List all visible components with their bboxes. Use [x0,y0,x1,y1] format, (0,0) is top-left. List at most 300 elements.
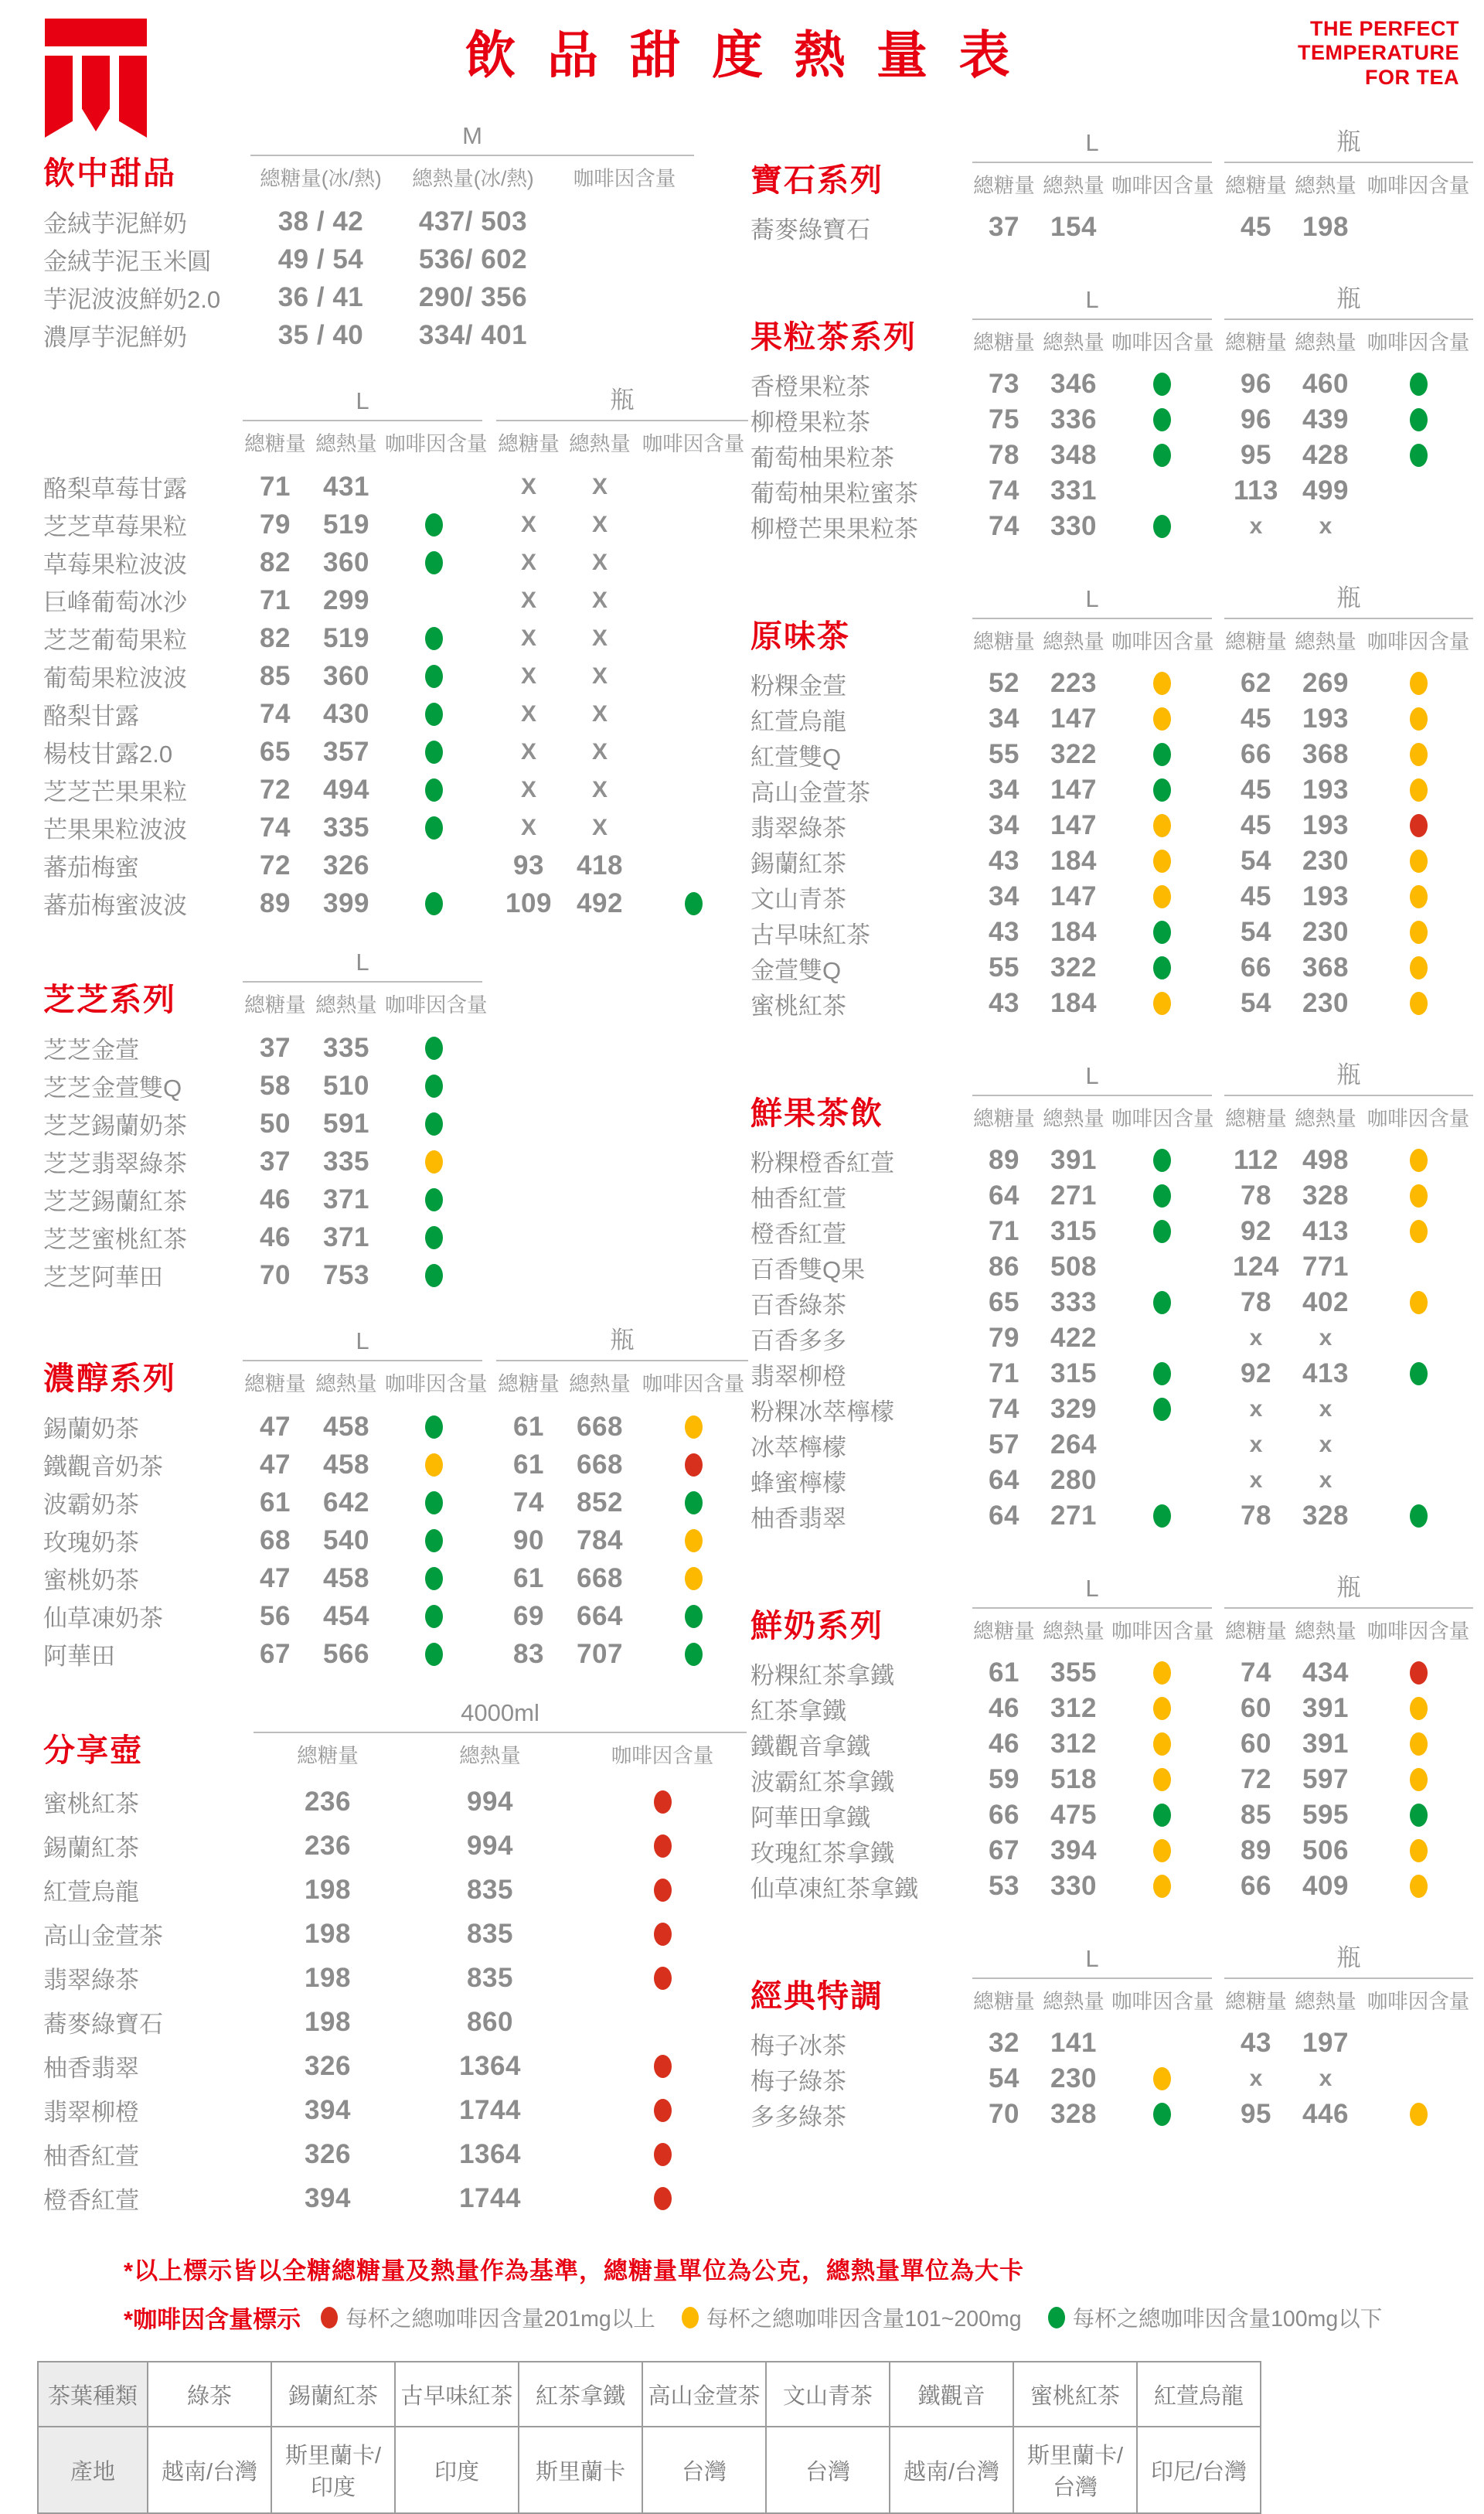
caffeine-dot-icon [1410,850,1428,873]
size-group-cells [1224,1800,1473,1831]
caffeine-dot-icon [425,665,443,688]
value-cell: 413 [1302,1216,1349,1246]
value-cell: 73 [989,369,1019,399]
caffeine-legend-items [321,2301,1408,2333]
menu-item-row [751,509,1473,544]
left-column [43,122,751,2247]
menu-item-row [751,915,1473,950]
size-group-cells [972,739,1212,770]
section-rows [751,210,1473,245]
value-cell: 78 [1241,1287,1271,1317]
size-group-cells [1224,1180,1473,1211]
value-cell: 55 [989,952,1019,983]
size-group-cells [250,320,694,351]
value-cell: 61 [513,1411,544,1442]
value-cell: 418 [577,850,623,881]
caffeine-dot-icon [425,1605,443,1628]
value-cell: 230 [1302,917,1349,947]
value-cell: 46 [989,1729,1019,1759]
caffeine-dot-icon [1410,814,1428,837]
value-cell: 68 [260,1524,291,1555]
size-group-cells [254,2183,747,2214]
value-cell: 71 [260,584,291,615]
value-cell: 784 [577,1524,623,1555]
size-group-cells [254,1963,747,1994]
section-title [43,455,243,457]
column-headers [1224,163,1473,199]
menu-item-name: 錫蘭紅茶 [43,1834,139,1862]
column-headers [496,1361,748,1397]
menu-item-name: 柚香紅萱 [43,2143,139,2170]
size-group-cells [972,369,1212,400]
caffeine-dot-icon [1153,1362,1171,1385]
section-header [43,380,751,457]
value-cell: 357 [323,736,369,767]
slogan-line-1: THE PERFECT [1309,17,1459,40]
value-cell: 38 / 42 [277,206,364,237]
caffeine-dot-red [578,2055,747,2078]
column-header-label: 總熱量 [1295,1990,1356,2013]
size-label: L [356,949,369,976]
caffeine-dot-icon [654,1923,672,1946]
value-cell: 55 [989,739,1019,769]
caffeine-dot-icon [1410,992,1428,1015]
value-cell: 86 [989,1252,1019,1282]
size-group-cells [1224,2099,1473,2130]
caffeine-dot-icon [1153,2103,1171,2126]
size-group-cells [1224,1657,1473,1688]
menu-item-name: 阿華田 [43,1643,115,1670]
section-gem-series [751,122,1473,245]
caffeine-dot-yellow [1363,743,1473,766]
caffeine-dot-icon [1153,1804,1171,1827]
value-cell: 34 [989,810,1019,840]
size-label: L [1085,1575,1099,1602]
caffeine-dot-icon [1153,921,1171,944]
caffeine-dot-green [638,1491,748,1514]
not-available-mark: X [591,587,608,613]
caffeine-dot-icon [654,1834,672,1858]
section-header [751,1568,1473,1644]
origin-cell: 斯里蘭卡/台灣 [1013,2427,1137,2513]
menu-item-row [43,1868,751,1912]
size-group-cells [1224,2066,1473,2092]
menu-item-row [43,468,751,506]
value-cell: 1744 [459,2094,521,2125]
section-title: 分享壺 [43,1732,143,1768]
menu-item-name: 芝芝翡翠綠茶 [43,1150,187,1177]
size-label: 瓶 [1336,1574,1361,1601]
caffeine-dot-icon [425,741,443,764]
not-available-mark: X [520,587,536,613]
menu-item-name: 冰萃檸檬 [751,1433,846,1461]
menu-item-name: 芝芝草莓果粒 [43,513,187,540]
menu-item-name: 芝芝錫蘭紅茶 [43,1188,187,1215]
menu-item-name: 葡萄柚果粒茶 [751,444,894,472]
caffeine-dot-icon [1410,1661,1428,1685]
caffeine-dot-icon [425,1529,443,1552]
section-title: 濃醇系列 [43,1360,176,1396]
size-group-header [972,129,1212,199]
size-group-cells [1224,775,1473,806]
caffeine-dot-icon [1410,408,1428,431]
column-header-label: 總糖量 [1225,1107,1287,1130]
menu-item-row [43,1559,751,1597]
menu-item-row [43,506,751,543]
value-cell: 540 [323,1524,369,1555]
value-cell: 61 [513,1449,544,1480]
caffeine-dot-icon [654,2099,672,2122]
caffeine-dot-green [385,1112,482,1136]
size-group-cells [243,623,482,654]
size-label: M [462,122,482,149]
caffeine-dot-yellow [638,1567,748,1590]
size-group-cells [972,1871,1212,1902]
menu-item-name: 玫瑰奶茶 [43,1529,139,1556]
not-available-mark: x [1319,2066,1333,2091]
value-cell: 92 [1241,1358,1271,1388]
value-cell: 54 [1241,846,1271,876]
value-cell: 312 [1050,1729,1097,1759]
value-cell: 333 [1050,1287,1097,1317]
size-group-cells [1224,917,1473,948]
column-header-label: 總糖量 [973,1990,1035,2013]
column-header-label: 咖啡因含量 [1111,1107,1214,1130]
value-cell: 61 [513,1562,544,1593]
legend-dot-red-icon [321,2307,338,2328]
caffeine-dot-green [1111,743,1212,766]
column-header-label: 總糖量 [1225,331,1287,354]
caffeine-dot-icon [1153,373,1171,396]
size-group-cells [243,1563,482,1594]
size-group-header [1224,122,1473,199]
column-header-label: 咖啡因含量 [1111,1620,1214,1643]
value-cell: 60 [1241,1729,1271,1759]
not-available-mark: X [591,663,608,689]
menu-item-row [43,316,751,354]
value-cell: 53 [989,1871,1019,1901]
value-cell: 315 [1050,1358,1097,1388]
menu-item-row [751,473,1473,509]
caffeine-dot-icon [1153,1839,1171,1862]
menu-item-name: 金萱雙Q [751,956,842,984]
caffeine-dot-green [385,1491,482,1514]
column-headers [972,1609,1212,1644]
value-cell: 431 [323,471,369,502]
caffeine-dot-green [385,1264,482,1287]
value-cell: 65 [989,1287,1019,1317]
column-headers [243,983,488,1018]
column-header-label: 咖啡因含量 [611,1744,714,1767]
menu-item-row [751,1320,1473,1356]
value-cell: 69 [513,1600,544,1631]
size-group-header [1224,578,1473,655]
value-cell: 58 [260,1070,291,1101]
caffeine-dot-icon [1153,885,1171,908]
menu-item-name: 多多綠茶 [751,2103,846,2131]
value-cell: 328 [1050,2099,1097,2129]
caffeine-dot-yellow [385,1453,482,1477]
column-header-label: 總糖量 [244,1372,306,1395]
section-header [43,1699,751,1769]
caffeine-dot-icon [1410,921,1428,944]
size-group-cells [972,2099,1212,2130]
column-header-label: 咖啡因含量 [642,432,745,455]
column-header-label: 總糖量 [973,630,1035,653]
menu-item-row [751,1214,1473,1249]
column-header-label: 總糖量 [297,1744,359,1767]
caffeine-dot-green [385,1075,482,1098]
value-cell: 109 [505,887,552,918]
value-cell: 475 [1050,1800,1097,1830]
sugar-calorie-note: *以上標示皆以全糖總糖量及熱量作為基準，總糖量單位為公克，總熱量單位為大卡 [124,2257,1025,2284]
column-header-label: 咖啡因含量 [1367,1620,1470,1643]
section-title: 果粒茶系列 [751,319,917,355]
column-header-label: 咖啡因含量 [385,993,488,1017]
size-group-cells [243,699,482,730]
value-cell: 852 [577,1487,623,1518]
value-cell: 439 [1302,404,1349,434]
slogan-line-3: FOR TEA [1365,65,1459,89]
size-group-header [243,949,488,1018]
size-label: 瓶 [1336,128,1361,155]
section-sharing-pot [43,1699,751,2220]
value-cell: 430 [323,698,369,729]
caffeine-dot-yellow [1363,1291,1473,1314]
value-cell: 591 [323,1108,369,1139]
menu-item-name: 柳橙果粒茶 [751,408,870,436]
value-cell: 335 [323,1146,369,1177]
caffeine-dot-icon [1153,707,1171,731]
value-cell: 184 [1050,988,1097,1018]
value-cell: 668 [577,1449,623,1480]
column-header-label: 咖啡因含量 [385,432,488,455]
caffeine-dot-icon [685,1491,703,1514]
menu-item-name: 百香多多 [751,1327,846,1354]
size-group-cells [1224,1729,1473,1759]
value-cell: 499 [1302,475,1349,506]
caffeine-dot-red [578,2143,747,2166]
section-fresh-fruit-tea [751,1055,1473,1534]
caffeine-dot-yellow [1363,992,1473,1015]
value-cell: 95 [1241,2099,1271,2129]
menu-item-row [43,2088,751,2132]
caffeine-dot-icon [425,1188,443,1211]
size-group-cells [972,988,1212,1019]
column-header-label: 總糖量 [973,331,1035,354]
legend-item-green [1048,2301,1383,2333]
size-group-cells [243,1639,482,1670]
origin-cell: 印度 [395,2427,519,2513]
section-title: 鮮果茶飲 [751,1095,883,1131]
value-cell: 498 [1302,1145,1349,1175]
value-cell: 391 [1302,1729,1349,1759]
menu-item-name: 蜂蜜檸檬 [751,1469,846,1497]
not-available-mark: X [591,625,608,651]
value-cell: 147 [1050,881,1097,911]
size-group-cells [1224,810,1473,841]
caffeine-dot-icon [425,1415,443,1439]
caffeine-dot-red [578,2187,747,2210]
menu-item-row [43,1105,751,1143]
size-group-cells [1224,2028,1473,2059]
value-cell: 458 [323,1411,369,1442]
column-header-label: 咖啡因含量 [1367,630,1470,653]
caffeine-dot-yellow [1363,1732,1473,1756]
value-cell: 36 / 41 [277,281,364,312]
value-cell: 368 [1302,739,1349,769]
menu-item-name: 翡翠綠茶 [751,814,846,842]
value-cell: 315 [1050,1216,1097,1246]
size-group-cells [1224,404,1473,435]
menu-item-row [43,2000,751,2044]
value-cell: 61 [989,1657,1019,1688]
caffeine-dot-red [1363,1661,1473,1685]
not-available-mark: X [520,473,536,499]
value-cell: 72 [260,774,291,805]
size-group-cells [496,474,748,500]
section-title: 原味茶 [751,618,850,654]
not-available-mark: X [591,511,608,537]
caffeine-dot-icon [1410,1768,1428,1791]
size-group-cells [243,1449,482,1480]
size-group-cells [972,2063,1212,2094]
value-cell: 85 [260,660,291,691]
size-group-cells [243,661,482,692]
section-rows [751,1655,1473,1904]
not-available-mark: X [591,738,608,765]
caffeine-dot-yellow [1111,885,1212,908]
size-group-cells [243,1071,482,1102]
value-cell: 43 [989,917,1019,947]
size-group-cells [496,625,748,652]
value-cell: 35 / 40 [277,319,364,350]
size-group-cells [254,2051,747,2082]
menu-item-row [43,203,751,240]
value-cell: 566 [323,1638,369,1669]
caffeine-dot-yellow [1111,2067,1212,2090]
size-group-cells [972,1729,1212,1759]
size-group-cells [254,2139,747,2170]
row-header-cell: 茶葉種類 [38,2362,148,2427]
menu-item-row [751,1178,1473,1214]
tea-type-cell: 紅茶拿鐵 [519,2362,642,2427]
size-group-cells [243,472,482,502]
caffeine-dot-yellow [1363,1768,1473,1791]
value-cell: 198 [1302,212,1349,242]
caffeine-dot-red [578,1967,747,1990]
not-available-mark: X [591,814,608,840]
menu-item-row [751,1726,1473,1762]
value-cell: 66 [1241,739,1271,769]
column-header-label: 總熱量 [1043,630,1104,653]
column-header-label: 總糖量 [244,432,306,455]
size-group-cells [496,1449,748,1480]
menu-item-name: 芝芝金萱雙Q [43,1075,182,1102]
size-group-cells [254,2095,747,2126]
caffeine-dot-green [1111,956,1212,979]
menu-item-row [751,1463,1473,1498]
size-label: L [1085,1062,1099,1089]
caffeine-dot-yellow [1363,672,1473,695]
caffeine-dot-icon [1410,1184,1428,1208]
column-header-label: 總糖量 [1225,174,1287,197]
value-cell: 230 [1302,988,1349,1018]
value-cell: 74 [1241,1657,1271,1688]
value-cell: 54 [1241,988,1271,1018]
value-cell: 113 [1234,475,1278,506]
table-row [38,2427,1261,2513]
menu-item-name: 柚香翡翠 [751,1504,846,1532]
size-group-header [496,380,748,457]
menu-item-row [43,1956,751,2000]
value-cell: 355 [1050,1657,1097,1688]
caffeine-dot-green [385,892,482,915]
menu-item-name: 蕎麥綠寶石 [751,216,870,244]
value-cell: 45 [1241,810,1271,840]
menu-item-row [751,2097,1473,2132]
menu-item-row [751,1498,1473,1534]
caffeine-dot-yellow [1363,1875,1473,1898]
menu-item-row [751,438,1473,473]
size-label: L [1085,585,1099,612]
caffeine-dot-green [638,1643,748,1666]
value-cell: 147 [1050,703,1097,734]
caffeine-dot-yellow [1363,850,1473,873]
caffeine-dot-green [638,1605,748,1628]
size-group-cells [243,1601,482,1632]
not-available-mark: X [520,700,536,727]
size-group-cells [1224,369,1473,400]
value-cell: 348 [1050,440,1097,470]
size-label: L [356,1327,369,1354]
value-cell: 37 [989,212,1019,242]
not-available-mark: x [1249,1325,1263,1351]
legend-item-red [321,2301,655,2333]
value-cell: 360 [323,547,369,577]
value-cell: 34 [989,703,1019,734]
caffeine-dot-icon [425,1226,443,1249]
caffeine-dot-icon [1410,885,1428,908]
value-cell: 597 [1302,1764,1349,1794]
value-cell: 67 [989,1835,1019,1865]
value-cell: 331 [1050,475,1097,506]
column-header-label: 總糖量 [1225,630,1287,653]
value-cell: 45 [1241,703,1271,734]
caffeine-dot-yellow [1363,1697,1473,1720]
menu-item-name: 酪梨甘露 [43,703,139,730]
caffeine-dot-green [385,816,482,840]
size-group-cells [496,550,748,576]
section-header [43,1320,751,1397]
size-group-cells [496,739,748,765]
column-header-label: 總熱量 [1295,174,1356,197]
menu-item-row [751,1691,1473,1726]
not-available-mark: x [1249,513,1263,539]
value-cell: 519 [323,509,369,540]
menu-item-name: 波霸奶茶 [43,1491,139,1518]
tea-type-cell: 蜜桃紅茶 [1013,2362,1137,2427]
value-cell: 328 [1302,1501,1349,1531]
size-group-cells [972,1429,1212,1460]
caffeine-dot-yellow [1111,1697,1212,1720]
column-header-label: 咖啡因含量 [1367,174,1470,197]
section-rows [43,203,751,354]
menu-item-row [751,701,1473,737]
tea-type-cell: 錫蘭紅茶 [271,2362,395,2427]
caffeine-dot-green [1363,1362,1473,1385]
size-group-cells [1224,513,1473,540]
